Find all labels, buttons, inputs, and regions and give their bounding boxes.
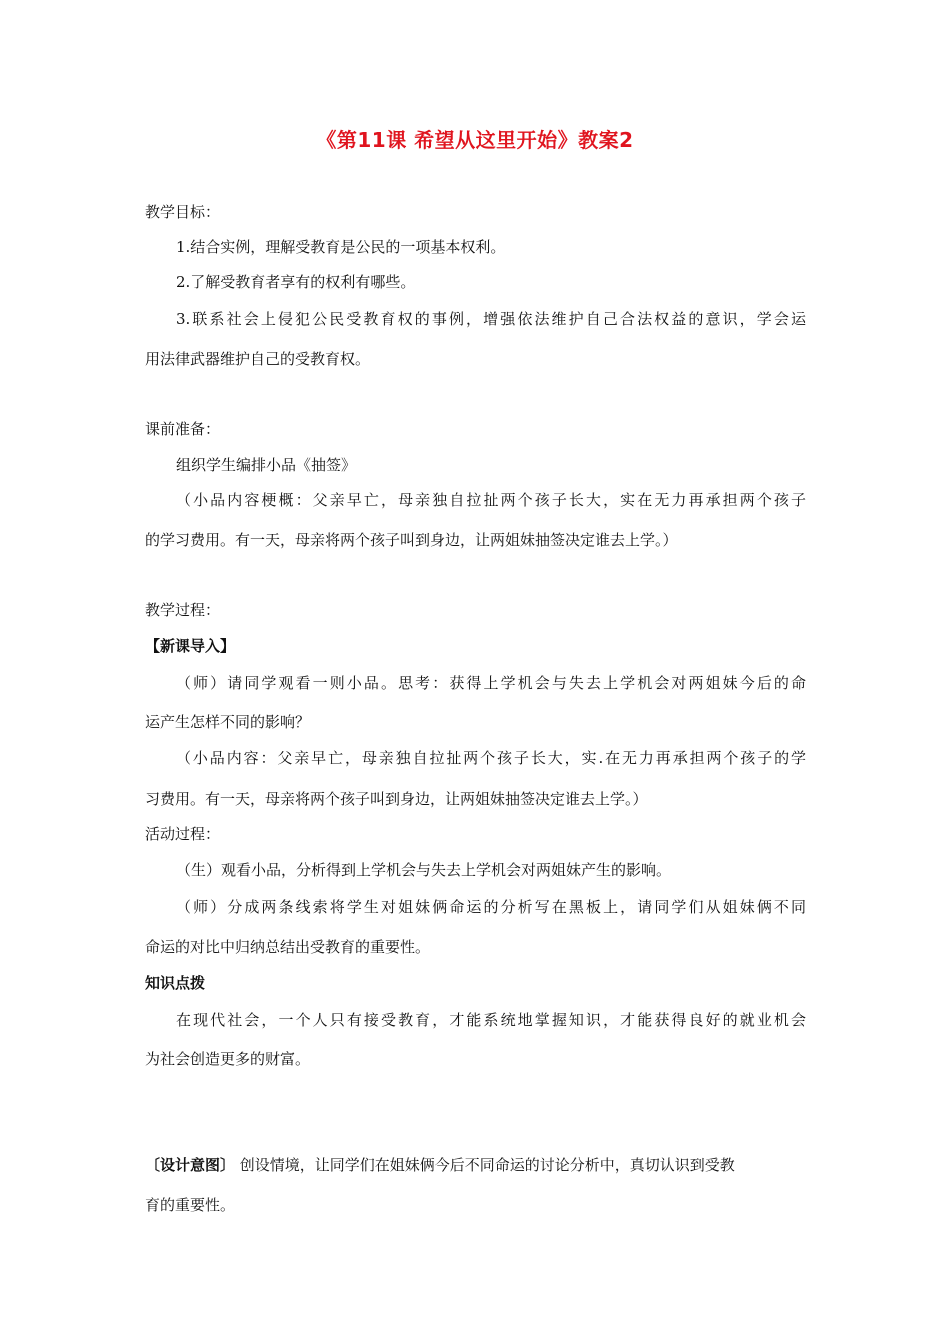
activity-heading: 活动过程： <box>145 825 221 843</box>
intro-heading: 【新课导入】 <box>145 637 236 655</box>
knowledge-line-1: 在现代社会，一个人只有接受教育，才能系统地掌握知识，才能获得良好的就业机会 <box>176 1011 806 1029</box>
objective-item-1: 1.结合实例，理解受教育是公民的一项基本权利。 <box>176 238 506 256</box>
objective-item-2: 2.了解受教育者享有的权利有哪些。 <box>176 273 416 291</box>
teacher-prompt-line-2: 运产生怎样不同的影响？ <box>145 713 311 731</box>
teacher-activity-line-2: 命运的对比中归纳总结出受教育的重要性。 <box>145 938 431 956</box>
knowledge-heading: 知识点拨 <box>145 974 206 992</box>
design-intent-text: 创设情境，让同学们在姐妹俩今后不同命运的讨论分析中，真切认识到受教 <box>235 1156 735 1174</box>
skit-summary-line-2: 的学习费用。有一天，母亲将两个孩子叫到身边，让两姐妹抽签决定谁去上学。） <box>145 531 678 549</box>
knowledge-line-2: 为社会创造更多的财富。 <box>145 1050 311 1068</box>
teacher-activity-line-1: （师）分成两条线索将学生对姐妹俩命运的分析写在黑板上，请同学们从姐妹俩不同 <box>176 898 806 916</box>
student-activity-line: （生）观看小品，分析得到上学机会与失去上学机会对两姐妹产生的影响。 <box>176 861 672 879</box>
objective-item-3-line-2: 用法律武器维护自己的受教育权。 <box>145 350 371 368</box>
objective-item-3-line-1: 3.联系社会上侵犯公民受教育权的事例，增强依法维护自己合法权益的意识，学会运 <box>176 310 806 328</box>
preparation-text: 组织学生编排小品《抽签》 <box>176 456 357 474</box>
design-intent-label: 〔设计意图〕 <box>145 1156 236 1174</box>
design-intent-line-1 <box>145 1155 735 1175</box>
document-title: 《第11课 希望从这里开始》教案2 <box>316 128 634 152</box>
skit-summary-line-1: （小品内容梗概：父亲早亡，母亲独自拉扯两个孩子长大，实在无力再承担两个孩子 <box>176 491 806 509</box>
skit-content-line-1: （小品内容：父亲早亡，母亲独自拉扯两个孩子长大，实.在无力再承担两个孩子的学 <box>176 749 806 767</box>
skit-content-line-2: 习费用。有一天，母亲将两个孩子叫到身边，让两姐妹抽签决定谁去上学。） <box>145 790 648 808</box>
process-heading: 教学过程： <box>145 601 221 619</box>
teacher-prompt-line-1: （师）请同学观看一则小品。思考：获得上学机会与失去上学机会对两姐妹今后的命 <box>176 674 806 692</box>
design-intent-line-2: 育的重要性。 <box>145 1196 236 1214</box>
objectives-heading: 教学目标： <box>145 203 221 221</box>
preparation-heading: 课前准备： <box>145 420 221 438</box>
